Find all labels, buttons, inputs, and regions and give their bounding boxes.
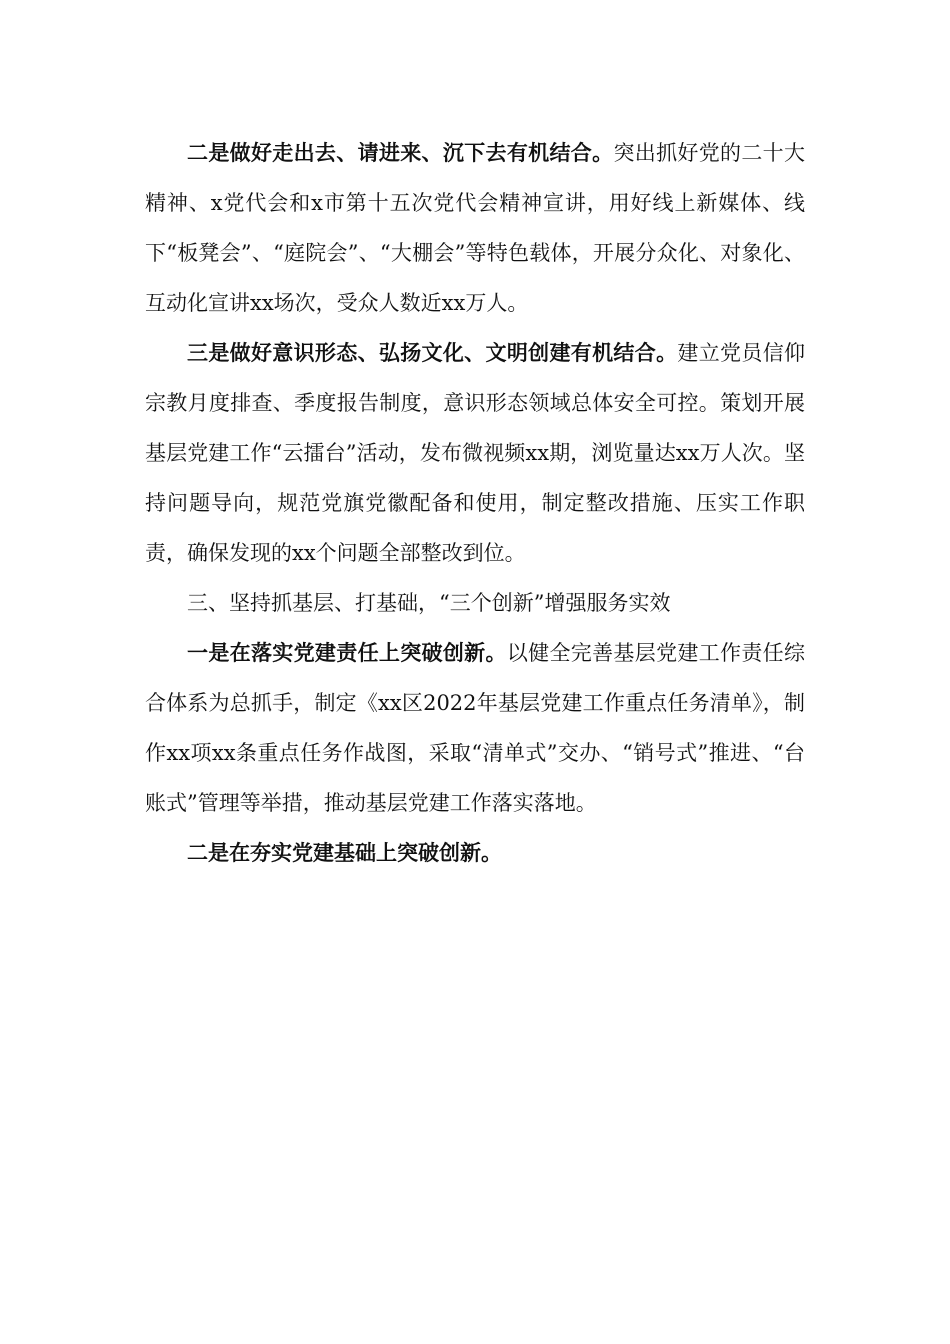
paragraph-4-body: 以健全完善基层党建工作责任综合体系为总抓手，制定《xx区2022年基层党建工作重点任务清单》，制作xx项xx条重点任务作战图，采取“清单式”交办、“销号式”推进、“台账式”管理等举措，推动基层党建工作落实落地。 [145,641,806,815]
paragraph-5-lead: 二是在夯实党建基础上突破创新。 [187,840,502,865]
paragraph-5 [145,828,805,878]
paragraph-2 [145,328,805,578]
paragraph-4 [145,628,805,828]
paragraph-1 [145,128,805,328]
section-heading-3 [145,578,805,628]
paragraph-4-lead: 一是在落实党建责任上突破创新。 [187,640,507,665]
paragraph-2-lead: 三是做好意识形态、弘扬文化、文明创建有机结合。 [187,340,678,365]
paragraph-1-body: 突出抓好党的二十大精神、x党代会和x市第十五次党代会精神宣讲，用好线上新媒体、线下“板凳会”、“庭院会”、“大棚会”等特色载体，开展分众化、对象化、互动化宣讲xx场次，受众人数近xx万人。 [145,141,806,315]
document-body [145,128,805,878]
paragraph-2-body: 建立党员信仰宗教月度排查、季度报告制度，意识形态领域总体安全可控。策划开展基层党建工作“云擂台”活动，发布微视频xx期，浏览量达xx万人次。坚持问题导向，规范党旗党徽配备和使用，制定整改措施、压实工作职责，确保发现的xx个问题全部整改到位。 [145,341,806,565]
paragraph-1-lead: 二是做好走出去、请进来、沉下去有机结合。 [187,140,614,165]
section-heading-3-text: 三、坚持抓基层、打基础，“三个创新”增强服务实效 [187,591,671,615]
